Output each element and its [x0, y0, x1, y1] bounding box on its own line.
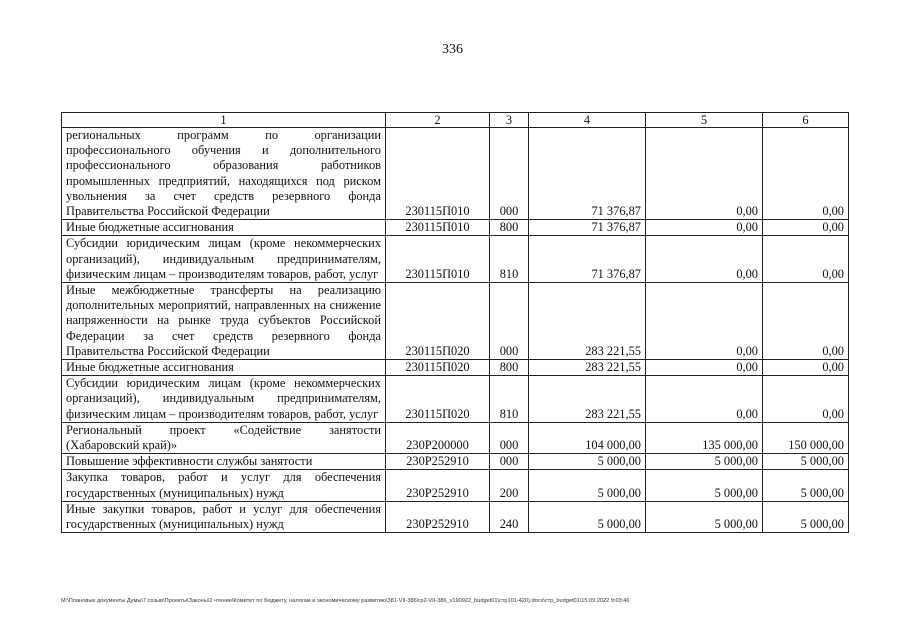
table-cell-code: 230115П020: [386, 360, 490, 376]
table-cell-name: Иные бюджетные ассигнования: [62, 220, 386, 236]
table-cell-sum2: 0,00: [646, 128, 763, 220]
table-cell-code: 230115П010: [386, 236, 490, 283]
table-cell-sum3: 0,00: [763, 128, 849, 220]
table-row: [62, 470, 849, 501]
table-cell-sum3: 0,00: [763, 220, 849, 236]
table-cell-code: 230115П010: [386, 220, 490, 236]
table-row: [62, 360, 849, 376]
table-cell-name: Иные бюджетные ассигнования: [62, 360, 386, 376]
table-cell-sum3: 0,00: [763, 376, 849, 423]
table-cell-sum3: 150 000,00: [763, 422, 849, 453]
table-cell-sum3: 5 000,00: [763, 454, 849, 470]
table-row: [62, 422, 849, 453]
table-cell-name: Закупка товаров, работ и услуг для обеспечения государственных (муниципальных) нужд: [62, 470, 386, 501]
table-cell-sum3: 5 000,00: [763, 470, 849, 501]
table-cell-name: Субсидии юридическим лицам (кроме некоммерческих организаций), индивидуальным предпринимателям, физическим лицам – производителям товаров, работ, услуг: [62, 236, 386, 283]
table-cell-sum1: 71 376,87: [529, 236, 646, 283]
table-cell-vr: 800: [490, 220, 529, 236]
table-cell-sum1: 283 221,55: [529, 376, 646, 423]
table-header-row: [62, 113, 849, 128]
table-row: [62, 283, 849, 360]
table-cell-sum3: 0,00: [763, 360, 849, 376]
table-row: [62, 236, 849, 283]
column-header: 3: [490, 113, 529, 128]
table-cell-code: 230115П020: [386, 376, 490, 423]
table-cell-vr: 200: [490, 470, 529, 501]
table-cell-code: 230Р252910: [386, 501, 490, 532]
table-cell-name: Субсидии юридическим лицам (кроме некоммерческих организаций), индивидуальным предпринимателям, физическим лицам – производителям товаров, работ, услуг: [62, 376, 386, 423]
table-cell-sum2: 0,00: [646, 360, 763, 376]
table-cell-sum3: 0,00: [763, 283, 849, 360]
document-footer-path: M:\Плановые документы Думы\7 созыв\Проекты\Законы\2 чтение\Комитет по бюджету, налогам и экономическому развитию\381-VII-386\гр2-VII-386_v190922_budget01\стр101-420).docx\стр_budget01\15.09.2022 9:03:46: [61, 598, 630, 604]
table-cell-code: 230Р252910: [386, 454, 490, 470]
table-cell-vr: 000: [490, 283, 529, 360]
table-cell-code: 230115П020: [386, 283, 490, 360]
table-row: [62, 220, 849, 236]
table-cell-sum2: 0,00: [646, 376, 763, 423]
column-header: 1: [62, 113, 386, 128]
table-cell-sum2: 5 000,00: [646, 454, 763, 470]
table-row: [62, 376, 849, 423]
table-cell-name: региональных программ по организации профессионального обучения и дополнительного профессионального образования работников промышленных предприятий, находящихся под риском увольнения за счет средств резервного фонда Правительства Российской Федерации: [62, 128, 386, 220]
table-cell-sum3: 0,00: [763, 236, 849, 283]
table-cell-sum1: 71 376,87: [529, 128, 646, 220]
table-cell-code: 230Р200000: [386, 422, 490, 453]
table-cell-sum3: 5 000,00: [763, 501, 849, 532]
table-cell-sum1: 5 000,00: [529, 454, 646, 470]
table-row: [62, 501, 849, 532]
column-header: 4: [529, 113, 646, 128]
table-cell-sum2: 0,00: [646, 220, 763, 236]
table-cell-vr: 240: [490, 501, 529, 532]
table-cell-name: Региональный проект «Содействие занятости (Хабаровский край)»: [62, 422, 386, 453]
table-cell-sum2: 0,00: [646, 236, 763, 283]
column-header: 6: [763, 113, 849, 128]
table-row: [62, 454, 849, 470]
table-cell-vr: 810: [490, 376, 529, 423]
table-cell-sum2: 5 000,00: [646, 470, 763, 501]
table-row: [62, 128, 849, 220]
table-cell-name: Иные закупки товаров, работ и услуг для обеспечения государственных (муниципальных) нужд: [62, 501, 386, 532]
table-cell-vr: 810: [490, 236, 529, 283]
table-cell-sum2: 135 000,00: [646, 422, 763, 453]
table-cell-sum1: 5 000,00: [529, 501, 646, 532]
table-cell-sum1: 104 000,00: [529, 422, 646, 453]
table-cell-vr: 000: [490, 128, 529, 220]
table-cell-sum1: 5 000,00: [529, 470, 646, 501]
table-cell-sum2: 0,00: [646, 283, 763, 360]
table-cell-sum1: 283 221,55: [529, 283, 646, 360]
table-cell-code: 230Р252910: [386, 470, 490, 501]
table-cell-vr: 800: [490, 360, 529, 376]
column-header: 2: [386, 113, 490, 128]
table-cell-vr: 000: [490, 422, 529, 453]
budget-table: [61, 112, 849, 533]
table-cell-sum1: 71 376,87: [529, 220, 646, 236]
column-header: 5: [646, 113, 763, 128]
table-cell-sum2: 5 000,00: [646, 501, 763, 532]
page-number: 336: [442, 42, 463, 57]
table-cell-code: 230115П010: [386, 128, 490, 220]
table-cell-name: Иные межбюджетные трансферты на реализацию дополнительных мероприятий, направленных на снижение напряженности на рынке труда субъектов Российской Федерации за счет средств резервного фонда Правительства Российской Федерации: [62, 283, 386, 360]
table-cell-sum1: 283 221,55: [529, 360, 646, 376]
table-cell-name: Повышение эффективности службы занятости: [62, 454, 386, 470]
table-cell-vr: 000: [490, 454, 529, 470]
